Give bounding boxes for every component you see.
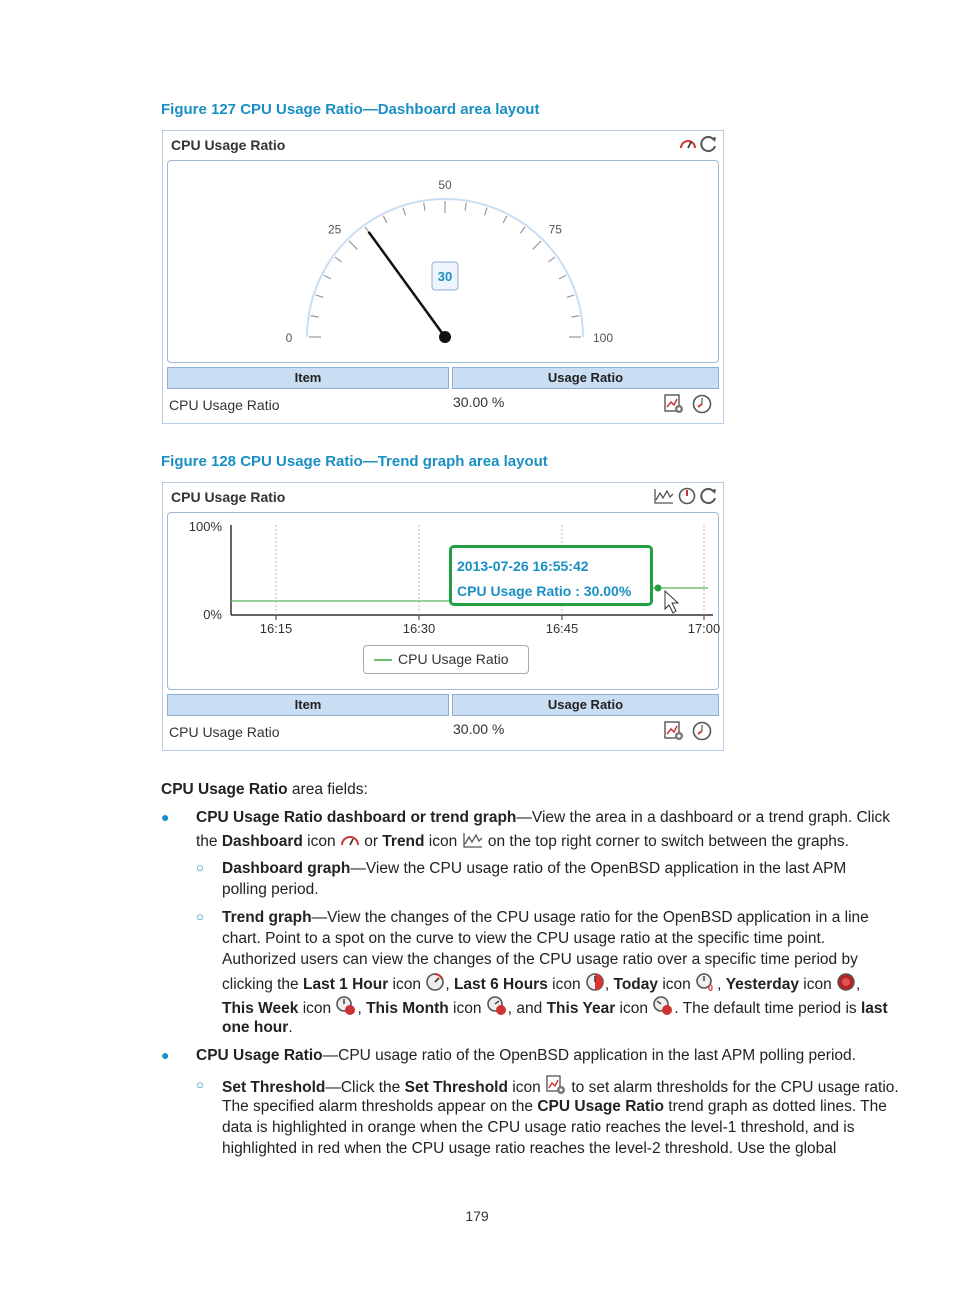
x-tick-label: 17:00 — [687, 621, 720, 636]
column-item: Item — [167, 367, 449, 389]
intro-line: CPU Usage Ratio area fields: — [161, 781, 368, 798]
tooltip-time: 2013-07-26 16:55:42 — [457, 558, 589, 574]
trend-area — [167, 512, 719, 690]
gauge-label: 0 — [285, 331, 293, 345]
set-threshold-icon — [545, 1075, 567, 1095]
gauge-chart — [168, 161, 720, 362]
data-point — [655, 585, 662, 592]
dashboard-icon[interactable] — [679, 135, 697, 153]
refresh-icon[interactable] — [699, 135, 719, 153]
gauge-tick — [324, 275, 331, 279]
column-usage-ratio: Usage Ratio — [452, 367, 719, 389]
sub-bullet-circle: ○ — [196, 1077, 204, 1092]
gauge-tick — [567, 295, 575, 297]
yesterday-icon — [836, 972, 856, 992]
y-tick-label: 100% — [188, 519, 222, 534]
svg-text:0: 0 — [708, 983, 714, 992]
gauge-tick — [485, 208, 487, 216]
gauge-tick — [503, 216, 507, 223]
sub-3-line-4: highlighted in red when the CPU usage ratio reaches the level-2 threshold. Use the global — [222, 1140, 837, 1157]
table-row — [169, 720, 717, 746]
trend-icon[interactable] — [653, 487, 675, 505]
history-icon[interactable] — [691, 720, 713, 742]
sub-2-line-6: one hour. — [222, 1019, 293, 1036]
sub-3-line-2: The specified alarm thresholds appear on the CPU Usage Ratio trend graph as dotted lines. The — [222, 1098, 887, 1115]
sub-2-line-2: chart. Point to a spot on the curve to view the CPU usage ratio at the specific time point. — [222, 930, 826, 947]
sub-2-line-3: Authorized users can view the changes of the CPU usage ratio over a specific time period by — [222, 951, 858, 968]
refresh-icon[interactable] — [699, 487, 719, 505]
sub-1-line-2: polling period. — [222, 881, 319, 898]
gauge-tick — [424, 203, 425, 211]
row-item: CPU Usage Ratio — [169, 397, 280, 413]
mouse-cursor-icon — [665, 591, 678, 613]
gauge-tick — [549, 257, 555, 262]
gauge-tick — [571, 316, 579, 317]
dashboard-icon — [340, 833, 360, 849]
panel-title: CPU Usage Ratio — [171, 137, 286, 153]
tooltip-value: CPU Usage Ratio : 30.00% — [457, 583, 632, 599]
sub-2-line-4: clicking the Last 1 Hour icon , Last 6 Hours icon , Today icon 0 , Yesterday icon , — [222, 972, 860, 995]
gauge-tick — [520, 227, 525, 233]
last-1-hour-icon — [425, 972, 445, 992]
sub-bullet-circle: ○ — [196, 909, 204, 924]
this-week-icon — [335, 996, 357, 1016]
chart-tooltip — [449, 545, 653, 606]
gauge-tick — [335, 257, 341, 262]
gauge-value-label: 30 — [437, 269, 453, 284]
sub-3-line-3: data is highlighted in orange when the CPU usage ratio reaches the level-1 threshold, and is — [222, 1119, 855, 1136]
sub-2-line-5: This Week icon , This Month icon , and This Year icon . The default time period is last — [222, 996, 888, 1019]
chart-legend[interactable] — [363, 645, 529, 674]
column-item: Item — [167, 694, 449, 716]
gauge-tick — [533, 241, 541, 249]
gauge-label: 100 — [592, 331, 614, 345]
bullet-1-line-1: CPU Usage Ratio dashboard or trend graph—View the area in a dashboard or a trend graph. Click — [196, 809, 891, 826]
gauge-tick — [349, 241, 357, 249]
panel-icons — [653, 487, 719, 505]
bullet-2-line-1: CPU Usage Ratio—CPU usage ratio of the OpenBSD application in the last APM polling period. — [196, 1047, 856, 1064]
this-month-icon — [486, 996, 508, 1016]
figure-128-caption: Figure 128 CPU Usage Ratio—Trend graph area layout — [161, 453, 548, 470]
legend-label: CPU Usage Ratio — [398, 651, 509, 667]
dashboard-panel — [162, 130, 724, 424]
gauge-area — [167, 160, 719, 363]
bullet-dot: ● — [161, 809, 170, 825]
gauge-tick — [559, 275, 566, 279]
panel-title: CPU Usage Ratio — [171, 489, 286, 505]
history-icon[interactable] — [691, 393, 713, 415]
trend-panel — [162, 482, 724, 751]
gauge-tick — [403, 208, 405, 216]
column-usage-ratio: Usage Ratio — [452, 694, 719, 716]
y-tick-label: 0% — [203, 607, 222, 622]
row-usage-ratio: 30.00 % — [453, 721, 505, 737]
x-tick-label: 16:30 — [402, 621, 436, 636]
sub-1-line-1: Dashboard graph—View the CPU usage ratio of the OpenBSD application in the last APM — [222, 860, 847, 877]
today-icon — [695, 972, 717, 992]
this-year-icon — [652, 996, 674, 1016]
gauge-tick — [311, 316, 319, 317]
gauge-tick — [465, 203, 466, 211]
trend-icon — [462, 831, 484, 849]
bullet-1-line-2: the Dashboard icon or Trend icon on the top right corner to switch between the graphs. — [196, 833, 849, 850]
sub-2-line-1: Trend graph—View the changes of the CPU usage ratio for the OpenBSD application in a line — [222, 909, 869, 926]
set-threshold-icon[interactable] — [663, 720, 685, 742]
gauge-pivot — [439, 331, 451, 343]
timer-icon[interactable] — [677, 487, 697, 505]
row-usage-ratio: 30.00 % — [453, 394, 505, 410]
legend-swatch — [374, 659, 392, 661]
page-number: 179 — [465, 1208, 489, 1224]
sub-3-line-1: Set Threshold—Click the Set Threshold icon to set alarm thresholds for the CPU usage ratio. — [222, 1075, 899, 1098]
sub-bullet-circle: ○ — [196, 860, 204, 875]
table-row — [169, 393, 717, 419]
panel-icons — [679, 135, 719, 153]
gauge-tick — [316, 295, 324, 297]
table-header — [167, 694, 719, 716]
gauge-tick — [383, 216, 387, 223]
bullet-dot: ● — [161, 1047, 170, 1063]
figure-127-caption: Figure 127 CPU Usage Ratio—Dashboard area layout — [161, 101, 540, 118]
gauge-label: 25 — [328, 222, 342, 237]
x-tick-label: 16:15 — [259, 621, 293, 636]
set-threshold-icon[interactable] — [663, 393, 685, 415]
gauge-label: 75 — [548, 222, 562, 237]
gauge-label: 50 — [438, 178, 452, 192]
table-header — [167, 367, 719, 389]
x-tick-label: 16:45 — [545, 621, 579, 636]
row-item: CPU Usage Ratio — [169, 724, 280, 740]
last-6-hours-icon — [585, 972, 605, 992]
